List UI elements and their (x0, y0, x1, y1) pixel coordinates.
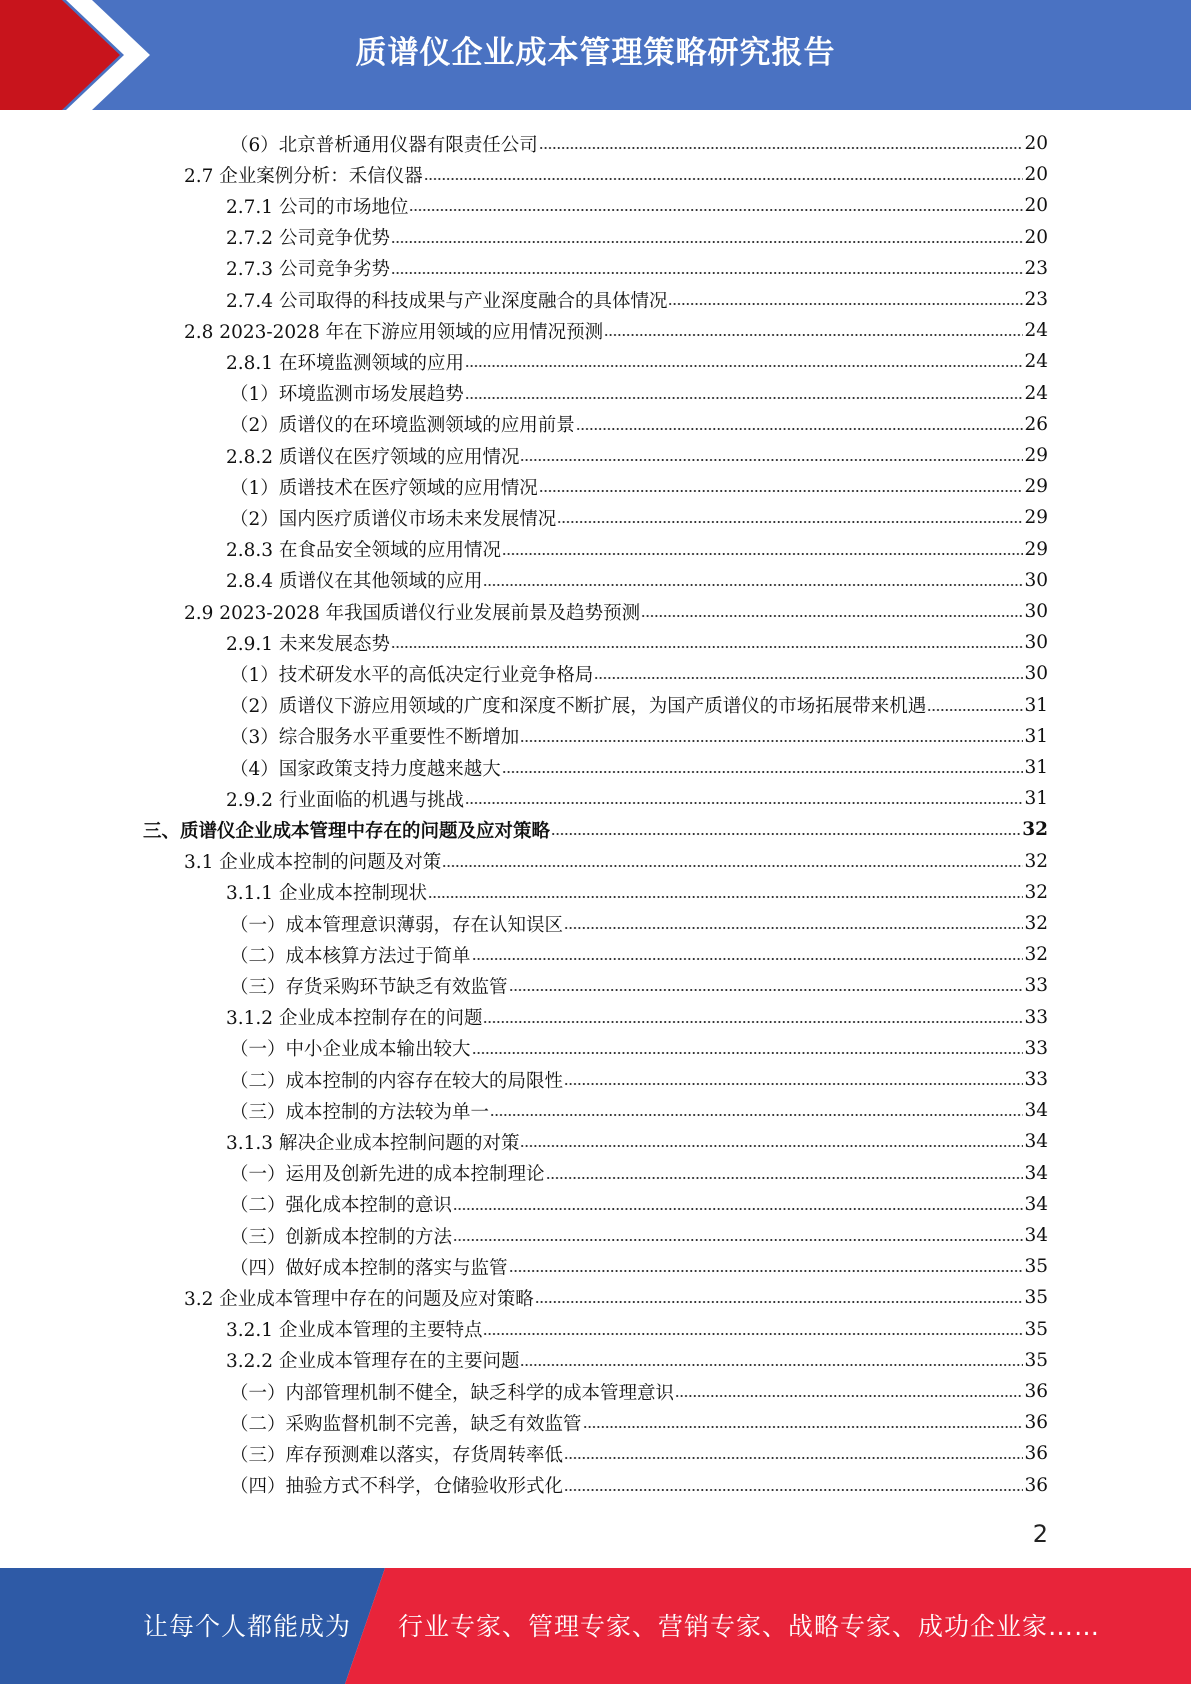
toc-entry-title: 三、质谱仪企业成本管理中存在的问题及应对策略 (143, 820, 551, 842)
toc-leader-dots (520, 1363, 1023, 1367)
toc-entry-title: 2.9.1 未来发展态势 (226, 633, 390, 655)
toc-entry-title: （三）库存预测难以落实，存货周转率低 (230, 1444, 564, 1466)
toc-leader-dots (428, 895, 1023, 899)
toc-entry-title: 2.7 企业案例分析：禾信仪器 (184, 165, 423, 187)
toc-leader-dots (557, 520, 1023, 524)
toc-entry[interactable] (226, 253, 1048, 284)
toc-entry-title: （2）质谱仪的在环境监测领域的应用前景 (230, 415, 575, 437)
toc-leader-dots (391, 645, 1023, 649)
toc-entry-page: 34 (1024, 1100, 1048, 1122)
toc-entry-page: 20 (1024, 226, 1048, 248)
report-header (0, 0, 1191, 110)
toc-entry-page: 24 (1024, 351, 1048, 373)
toc-entry[interactable] (230, 1033, 1048, 1064)
toc-entry-title: （三）成本控制的方法较为单一 (230, 1101, 490, 1123)
toc-entry-page: 32 (1024, 881, 1048, 903)
toc-entry-page: 32 (1024, 913, 1048, 934)
toc-entry[interactable] (230, 970, 1048, 1001)
toc-entry[interactable] (230, 1251, 1048, 1282)
report-footer (0, 1568, 1191, 1684)
toc-entry[interactable] (230, 471, 1048, 502)
toc-leader-dots (564, 1456, 1023, 1460)
toc-leader-dots (535, 1300, 1024, 1304)
toc-entry-page: 29 (1024, 507, 1048, 529)
toc-entry-page: 31 (1024, 725, 1048, 747)
toc-leader-dots (546, 1176, 1024, 1180)
toc-entry-page: 34 (1024, 1162, 1048, 1184)
toc-entry-page: 29 (1024, 538, 1048, 560)
toc-leader-dots (502, 552, 1023, 556)
toc-entry-page: 36 (1024, 1474, 1048, 1496)
toc-entry[interactable] (226, 346, 1048, 377)
toc-entry[interactable] (226, 627, 1048, 658)
footer-slogan-right: 行业专家、管理专家、营销专家、战略专家、成功企业家…… (398, 1612, 1101, 1641)
toc-leader-dots (539, 489, 1024, 493)
toc-entry-title: （一）运用及创新先进的成本控制理论 (230, 1164, 545, 1186)
toc-entry-title: 3.1.2 企业成本控制存在的问题 (226, 1008, 483, 1030)
toc-leader-dots (564, 1082, 1023, 1086)
toc-leader-dots (424, 177, 1024, 181)
toc-entry[interactable] (230, 378, 1048, 409)
toc-entry-page: 24 (1024, 382, 1048, 404)
toc-entry-title: （三）存货采购环节缺乏有效监管 (230, 976, 508, 998)
toc-entry[interactable] (226, 1314, 1048, 1345)
toc-entry-page: 30 (1024, 601, 1048, 622)
toc-entry[interactable] (184, 1282, 1048, 1313)
toc-leader-dots (465, 364, 1023, 368)
toc-leader-dots (539, 146, 1024, 150)
toc-entry[interactable] (226, 877, 1048, 908)
toc-leader-dots (483, 583, 1023, 587)
toc-entry-title: 3.2.1 企业成本管理的主要特点 (226, 1320, 483, 1342)
toc-entry-page: 34 (1024, 1225, 1048, 1246)
toc-entry[interactable] (230, 690, 1048, 721)
toc-entry-page: 20 (1024, 195, 1048, 217)
toc-entry-page: 31 (1024, 757, 1048, 778)
toc-entry-title: 3.2 企业成本管理中存在的问题及应对策略 (184, 1288, 534, 1310)
toc-entry[interactable] (143, 814, 1048, 845)
toc-entry-title: 2.7.1 公司的市场地位 (226, 196, 409, 218)
toc-entry-title: （3）综合服务水平重要性不断增加 (230, 727, 520, 749)
toc-entry[interactable] (184, 315, 1048, 346)
toc-leader-dots (409, 208, 1023, 212)
toc-entry[interactable] (184, 596, 1048, 627)
toc-entry-title: （2）国内医疗质谱仪市场未来发展情况 (230, 508, 557, 530)
toc-entry-page: 30 (1024, 569, 1048, 591)
toc-entry-page: 30 (1024, 632, 1048, 654)
toc-entry-title: （二）采购监督机制不完善，缺乏有效监管 (230, 1413, 582, 1435)
toc-entry-title: （二）强化成本控制的意识 (230, 1195, 453, 1217)
toc-leader-dots (594, 676, 1023, 680)
toc-entry[interactable] (230, 658, 1048, 689)
toc-entry-page: 34 (1024, 1193, 1048, 1215)
footer-slogan-left: 让每个人都能成为 (143, 1612, 352, 1641)
toc-leader-dots (675, 1394, 1023, 1398)
toc-leader-dots (465, 396, 1024, 400)
toc-entry-title: 2.8.4 质谱仪在其他领域的应用 (226, 571, 483, 593)
toc-entry-title: 2.8 2023-2028 年在下游应用领域的应用情况预测 (184, 321, 604, 343)
toc-leader-dots (551, 832, 1021, 836)
toc-leader-dots (583, 1425, 1024, 1429)
toc-entry[interactable] (230, 1220, 1048, 1251)
toc-entry[interactable] (226, 284, 1048, 315)
toc-entry-title: （6）北京普析通用仪器有限责任公司 (230, 134, 538, 156)
toc-leader-dots (483, 1332, 1023, 1336)
toc-entry-title: （一）内部管理机制不健全，缺乏科学的成本管理意识 (230, 1382, 675, 1404)
toc-entry[interactable] (226, 190, 1048, 221)
toc-entry-page: 31 (1024, 788, 1048, 810)
toc-entry[interactable] (226, 534, 1048, 565)
toc-leader-dots (604, 333, 1023, 337)
toc-leader-dots (927, 708, 1023, 712)
toc-entry-page: 32 (1024, 944, 1048, 966)
toc-entry-title: 2.7.4 公司取得的科技成果与产业深度融合的具体情况 (226, 290, 668, 312)
toc-entry-page: 35 (1024, 1349, 1048, 1371)
report-title: 质谱仪企业成本管理策略研究报告 (355, 35, 836, 71)
toc-entry-page: 34 (1024, 1131, 1048, 1153)
toc-entry[interactable] (184, 846, 1048, 877)
toc-entry-page: 33 (1024, 1006, 1048, 1028)
toc-leader-dots (453, 1207, 1023, 1211)
toc-entry-page: 36 (1024, 1412, 1048, 1434)
toc-entry-page: 23 (1024, 257, 1048, 279)
toc-entry-title: （一）中小企业成本输出较大 (230, 1039, 471, 1061)
toc-entry-title: 2.7.2 公司竞争优势 (226, 228, 390, 250)
toc-entry-title: （三）创新成本控制的方法 (230, 1226, 453, 1248)
toc-entry-title: 2.8.3 在食品安全领域的应用情况 (226, 540, 501, 562)
toc-entry-title: （1）技术研发水平的高低决定行业竞争格局 (230, 664, 594, 686)
toc-entry-title: （二）成本核算方法过于简单 (230, 945, 471, 967)
toc-entry[interactable] (230, 128, 1048, 159)
toc-entry-page: 33 (1024, 1069, 1048, 1090)
toc-leader-dots (391, 240, 1023, 244)
toc-entry-page: 35 (1024, 1256, 1048, 1278)
toc-entry-page: 32 (1022, 819, 1048, 841)
toc-entry-page: 20 (1024, 133, 1048, 154)
toc-leader-dots (509, 988, 1024, 992)
toc-leader-dots (509, 1269, 1024, 1273)
toc-entry[interactable] (230, 908, 1048, 939)
toc-entry-title: 2.9 2023-2028 年我国质谱仪行业发展前景及趋势预测 (184, 602, 641, 624)
toc-entry[interactable] (230, 1158, 1048, 1189)
toc-entry[interactable] (230, 1064, 1048, 1095)
toc-entry[interactable] (230, 1095, 1048, 1126)
toc-leader-dots (502, 770, 1024, 774)
toc-leader-dots (453, 1238, 1023, 1242)
toc-entry-title: （四）抽验方式不科学，仓储验收形式化 (230, 1476, 564, 1498)
toc-entry-page: 36 (1024, 1381, 1048, 1402)
toc-entry-title: （2）质谱仪下游应用领域的广度和深度不断扩展，为国产质谱仪的市场拓展带来机遇 (230, 696, 927, 718)
toc-leader-dots (391, 271, 1023, 275)
toc-entry[interactable] (226, 222, 1048, 253)
toc-entry-title: （1）质谱技术在医疗领域的应用情况 (230, 477, 538, 499)
toc-entry[interactable] (230, 1407, 1048, 1438)
toc-leader-dots (520, 739, 1023, 743)
toc-entry-page: 26 (1024, 413, 1048, 435)
toc-entry[interactable] (230, 409, 1048, 440)
toc-entry[interactable] (230, 752, 1048, 783)
toc-entry-title: （1）环境监测市场发展趋势 (230, 384, 464, 406)
toc-leader-dots (490, 1113, 1023, 1117)
toc-entry-page: 36 (1024, 1443, 1048, 1465)
toc-entry-page: 23 (1024, 289, 1048, 310)
toc-entry-title: 2.8.2 质谱仪在医疗领域的应用情况 (226, 446, 520, 468)
toc-entry-title: （四）做好成本控制的落实与监管 (230, 1257, 508, 1279)
toc-entry-page: 33 (1024, 1037, 1048, 1059)
toc-entry-page: 29 (1024, 476, 1048, 498)
toc-leader-dots (564, 926, 1023, 930)
toc-leader-dots (472, 957, 1024, 961)
toc-entry-title: 3.1.3 解决企业成本控制问题的对策 (226, 1132, 520, 1154)
toc-leader-dots (641, 614, 1023, 618)
toc-entry[interactable] (184, 159, 1048, 190)
toc-entry[interactable] (230, 1438, 1048, 1469)
toc-leader-dots (520, 458, 1023, 462)
toc-entry-page: 20 (1024, 164, 1048, 186)
toc-entry[interactable] (226, 1126, 1048, 1157)
toc-entry[interactable] (226, 440, 1048, 471)
toc-entry-title: 2.7.3 公司竞争劣势 (226, 259, 390, 281)
toc-entry[interactable] (226, 1345, 1048, 1376)
toc-entry[interactable] (230, 1470, 1048, 1501)
toc-entry[interactable] (226, 783, 1048, 814)
toc-entry-title: 3.1 企业成本控制的问题及对策 (184, 852, 442, 874)
toc-entry-title: （二）成本控制的内容存在较大的局限性 (230, 1070, 564, 1092)
toc-entry-page: 35 (1024, 1287, 1048, 1309)
toc-entry[interactable] (226, 1002, 1048, 1033)
toc-entry[interactable] (230, 721, 1048, 752)
toc-entry[interactable] (230, 939, 1048, 970)
toc-entry[interactable] (230, 1376, 1048, 1407)
toc-leader-dots (465, 801, 1023, 805)
toc-leader-dots (520, 1144, 1023, 1148)
toc-entry-title: （一）成本管理意识薄弱，存在认知误区 (230, 914, 564, 936)
toc-entry[interactable] (226, 565, 1048, 596)
toc-entry-title: 2.9.2 行业面临的机遇与挑战 (226, 789, 464, 811)
toc-entry-page: 32 (1024, 850, 1048, 872)
toc-entry-page: 30 (1024, 663, 1048, 685)
toc-entry-page: 33 (1024, 975, 1048, 997)
toc-entry-title: 3.1.1 企业成本控制现状 (226, 883, 427, 905)
toc-entry-title: 2.8.1 在环境监测领域的应用 (226, 352, 464, 374)
toc-entry-title: 3.2.2 企业成本管理存在的主要问题 (226, 1351, 520, 1373)
toc-entry[interactable] (230, 1189, 1048, 1220)
toc-leader-dots (483, 1020, 1023, 1024)
toc-entry-page: 35 (1024, 1318, 1048, 1340)
toc-entry-title: （4）国家政策支持力度越来越大 (230, 758, 501, 780)
toc-leader-dots (442, 864, 1023, 868)
toc-entry-page: 31 (1024, 694, 1048, 716)
toc-leader-dots (472, 1051, 1024, 1055)
toc-leader-dots (564, 1488, 1023, 1492)
toc-entry[interactable] (230, 502, 1048, 533)
page-number: 2 (1032, 1520, 1048, 1548)
toc-leader-dots (576, 427, 1024, 431)
toc-entry-page: 24 (1024, 320, 1048, 342)
toc-entry-page: 29 (1024, 445, 1048, 466)
toc-leader-dots (668, 302, 1023, 306)
